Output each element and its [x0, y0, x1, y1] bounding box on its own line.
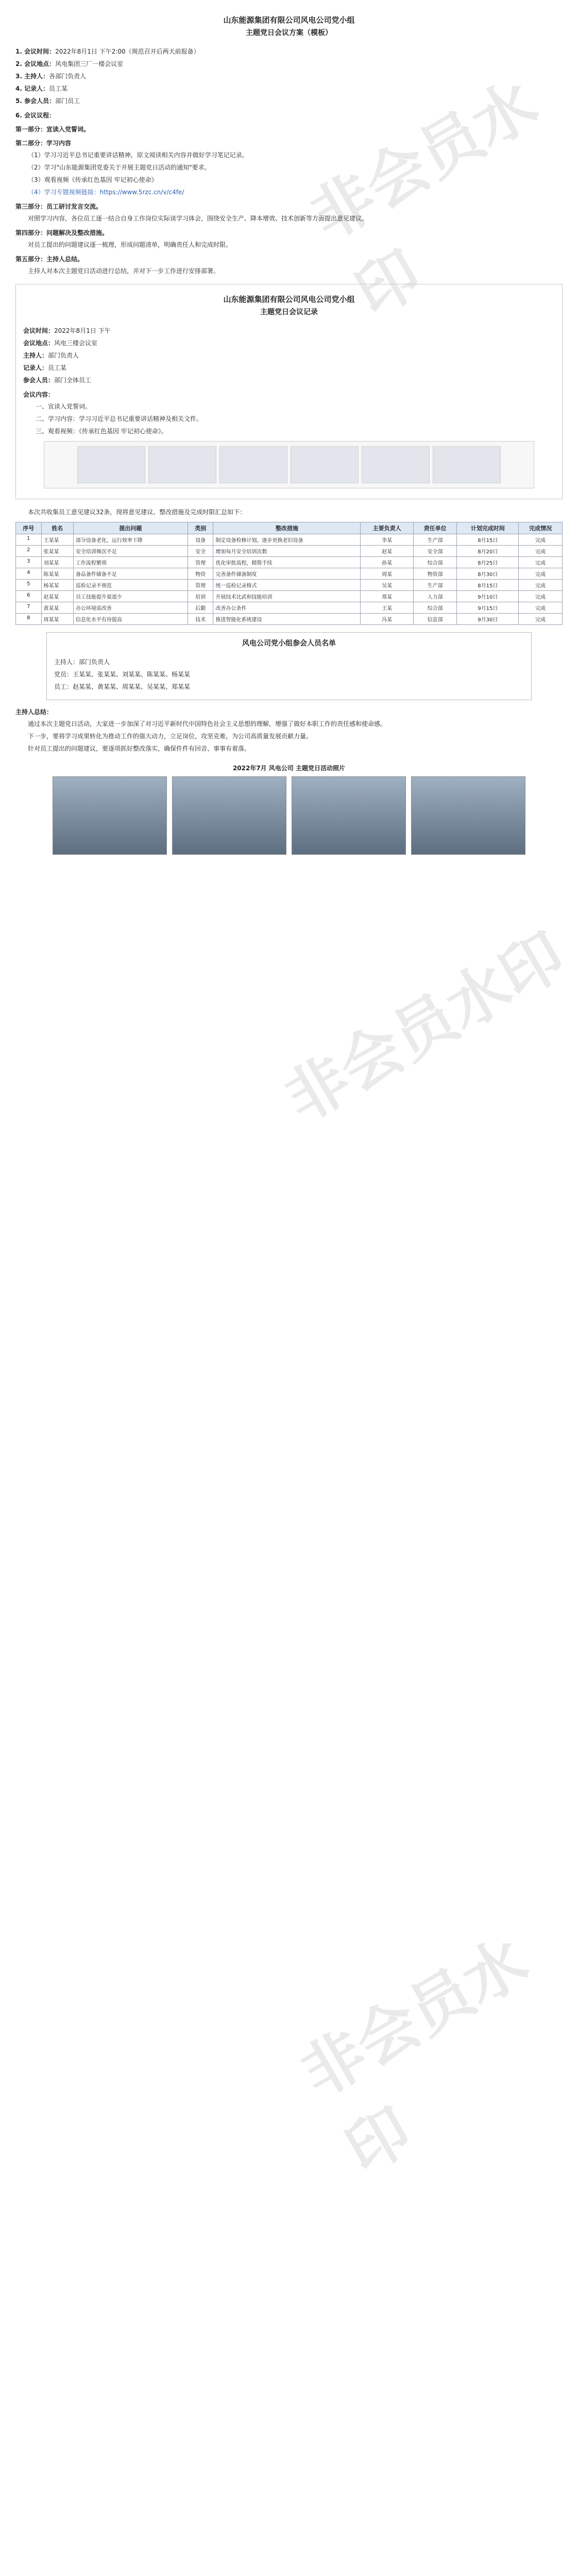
table-cell: 管理: [188, 580, 213, 591]
record-line: 二、学习内容：学习习近平总书记重要讲话精神及相关文件。: [36, 415, 203, 422]
table-cell: 完成: [519, 568, 563, 580]
plan-row: 1. 会议时间：2022年8月1日 下午2:00（规范召开后两天前报备）: [15, 48, 200, 55]
table-cell: 生产部: [413, 534, 457, 546]
table-cell: 6: [16, 591, 42, 602]
agenda-heading: 6. 会议议程：: [15, 112, 56, 119]
col-header: 姓名: [41, 522, 73, 534]
table-row: [16, 602, 563, 614]
table-cell: 郑某: [361, 591, 413, 602]
screenshot-thumb: [362, 446, 430, 483]
table-cell: 3: [16, 557, 42, 568]
table-cell: 综合部: [413, 602, 457, 614]
table-row: [16, 591, 563, 602]
table-cell: 2: [16, 546, 42, 557]
col-header: 责任单位: [413, 522, 457, 534]
company-title: 山东能源集团有限公司风电公司党小组: [223, 15, 355, 25]
table-cell: 培训: [188, 591, 213, 602]
table-cell: 优化审批流程，精简手续: [213, 557, 361, 568]
table-cell: 综合部: [413, 557, 457, 568]
photo-caption: 2022年7月 风电公司 主题党日活动照片: [232, 765, 346, 772]
plan-row: 2. 会议地点：风电集团三厂一楼会议室: [15, 60, 124, 67]
table-cell: 安全: [188, 546, 213, 557]
agenda-part-5: 第五部分：主持人总结。: [15, 256, 84, 263]
table-cell: 完成: [519, 546, 563, 557]
table-cell: 物资部: [413, 568, 457, 580]
table-cell: 8月30日: [457, 568, 519, 580]
screenshot-thumb: [433, 446, 501, 483]
table-cell: 信息化水平有待提高: [73, 614, 188, 625]
table-body: [16, 534, 563, 625]
col-header: 整改措施: [213, 522, 361, 534]
table-cell: 8月15日: [457, 580, 519, 591]
record-row: 会议时间：2022年8月1日 下午: [23, 327, 111, 334]
record-line: 一、宣读入党誓词。: [36, 403, 92, 410]
agenda-line: （2）学习"山东能源集团党委关于开展主题党日活动的通知"要求。: [28, 164, 211, 171]
table-cell: 张某某: [41, 546, 73, 557]
table-cell: 后勤: [188, 602, 213, 614]
agenda-line: 对照学习内容，各位员工逐一结合自身工作岗位实际谈学习体会，围绕安全生产、降本增效、技术创新等方面提出意见建议。: [28, 215, 368, 222]
agenda-line: （3）观看视频《传承红色基因 牢记初心使命》: [28, 176, 158, 183]
plan-row: 3. 主持人：各部门负责人: [15, 73, 87, 80]
document: [15, 10, 563, 855]
table-row: [16, 614, 563, 625]
table-row: [16, 557, 563, 568]
table-cell: 7: [16, 602, 42, 614]
table-cell: 完成: [519, 557, 563, 568]
col-header: 类别: [188, 522, 213, 534]
table-cell: 1: [16, 534, 42, 546]
table-cell: 物资: [188, 568, 213, 580]
summary-paragraph: 针对员工提出的问题建议，要逐项抓好整改落实，确保件件有回音、事事有着落。: [28, 745, 251, 752]
table-cell: 王某: [361, 602, 413, 614]
meeting-photo: [53, 776, 167, 855]
record-row: 参会人员：部门全体员工: [23, 377, 92, 384]
summary-heading: 主持人总结：: [15, 708, 53, 716]
agenda-part-4: 第四部分：问题解决及整改措施。: [15, 229, 109, 236]
suggestion-table: [15, 522, 563, 625]
agenda-link[interactable]: （4）学习专题视频链接：https://www.5rzc.cn/v/c4fe/: [28, 189, 184, 196]
table-cell: 黄某某: [41, 602, 73, 614]
record-row: 会议地点：风电三楼会议室: [23, 340, 98, 347]
record-content-heading: 会议内容：: [23, 391, 55, 398]
table-cell: 开展技术比武和技能培训: [213, 591, 361, 602]
table-cell: 完成: [519, 580, 563, 591]
col-header: 计划完成时间: [457, 522, 519, 534]
record-title: 主题党日会议记录: [260, 308, 318, 316]
table-cell: 9月10日: [457, 591, 519, 602]
photo-gallery: [15, 776, 563, 855]
table-cell: 完成: [519, 591, 563, 602]
table-cell: 9月15日: [457, 602, 519, 614]
table-cell: 杨某某: [41, 580, 73, 591]
table-row: [16, 546, 563, 557]
table-cell: 陈某某: [41, 568, 73, 580]
col-header: 序号: [16, 522, 42, 534]
table-cell: 增加每月安全培训次数: [213, 546, 361, 557]
col-header: 主要负责人: [361, 522, 413, 534]
plan-row: 5. 参会人员：部门员工: [15, 97, 80, 105]
table-cell: 技术: [188, 614, 213, 625]
agenda-line: 主持人对本次主题党日活动进行总结，并对下一步工作进行安排部署。: [28, 267, 220, 275]
table-cell: 9月30日: [457, 614, 519, 625]
attendee-roster: [46, 632, 532, 700]
summary-paragraph: 下一步，要将学习成果转化为推动工作的强大动力，立足岗位，攻坚克难，为公司高质量发展贡献力量。: [28, 733, 313, 740]
table-cell: 办公环境需改善: [73, 602, 188, 614]
table-cell: 员工技能提升渠道少: [73, 591, 188, 602]
table-cell: 吴某: [361, 580, 413, 591]
table-cell: 赵某: [361, 546, 413, 557]
table-cell: 5: [16, 580, 42, 591]
table-cell: 完成: [519, 614, 563, 625]
screenshot-strip: [44, 441, 534, 488]
plan-row: 4. 记录人：员工某: [15, 85, 68, 92]
table-cell: 生产部: [413, 580, 457, 591]
table-row: [16, 568, 563, 580]
roster-line: 员工：赵某某、黄某某、周某某、吴某某、郑某某: [54, 683, 191, 690]
agenda-part-1: 第一部分：宣读入党誓词。: [15, 126, 90, 133]
table-row: [16, 534, 563, 546]
record-line: 三、观看视频：《传承红色基因 牢记初心使命》。: [36, 428, 167, 435]
table-cell: 4: [16, 568, 42, 580]
meeting-photo: [172, 776, 286, 855]
agenda-line: （1）学习习近平总书记重要讲话精神，原文阅读相关内容并做好学习笔记记录。: [28, 151, 248, 159]
table-cell: 完成: [519, 602, 563, 614]
table-cell: 部分设备老化，运行效率下降: [73, 534, 188, 546]
table-cell: 冯某: [361, 614, 413, 625]
table-cell: 刘某某: [41, 557, 73, 568]
screenshot-thumb: [77, 446, 145, 483]
agenda-part-2: 第二部分：学习内容: [15, 140, 72, 147]
table-cell: 孙某: [361, 557, 413, 568]
table-cell: 工作流程繁琐: [73, 557, 188, 568]
table-cell: 8月15日: [457, 534, 519, 546]
table-cell: 8月20日: [457, 546, 519, 557]
table-header-row: [16, 522, 563, 534]
table-cell: 备品备件储备不足: [73, 568, 188, 580]
col-header: 完成情况: [519, 522, 563, 534]
table-cell: 安全培训频次不足: [73, 546, 188, 557]
table-cell: 设备: [188, 534, 213, 546]
plan-title: 主题党日会议方案（模板）: [246, 29, 332, 37]
table-cell: 李某: [361, 534, 413, 546]
roster-line: 主持人：部门负责人: [54, 658, 110, 666]
table-cell: 安全部: [413, 546, 457, 557]
record-row: 记录人：员工某: [23, 364, 67, 371]
summary-paragraph: 通过本次主题党日活动，大家进一步加深了对习近平新时代中国特色社会主义思想的理解，增强了做好本职工作的责任感和使命感。: [28, 720, 387, 727]
table-row: [16, 580, 563, 591]
col-header: 提出问题: [73, 522, 188, 534]
meeting-photo: [411, 776, 525, 855]
table-cell: 周某: [361, 568, 413, 580]
agenda-line: 对员工提出的问题建议逐一梳理，形成问题清单，明确责任人和完成时限。: [28, 241, 232, 248]
table-cell: 人力部: [413, 591, 457, 602]
meeting-record: [15, 284, 563, 499]
meeting-photo: [292, 776, 406, 855]
table-cell: 管理: [188, 557, 213, 568]
meeting-plan: [15, 47, 563, 106]
table-cell: 改善办公条件: [213, 602, 361, 614]
table-cell: 完成: [519, 534, 563, 546]
table-cell: 巡检记录不规范: [73, 580, 188, 591]
roster-title: 风电公司党小组参会人员名单: [242, 639, 336, 648]
record-row: 主持人：部门负责人: [23, 352, 79, 359]
table-cell: 周某某: [41, 614, 73, 625]
roster-line: 党员：王某某、张某某、刘某某、陈某某、杨某某: [54, 671, 191, 678]
table-cell: 制定设备检修计划，逐步更换老旧设备: [213, 534, 361, 546]
screenshot-thumb: [291, 446, 359, 483]
table-cell: 8: [16, 614, 42, 625]
screenshot-thumb: [148, 446, 216, 483]
table-cell: 推进智能化系统建设: [213, 614, 361, 625]
agenda-part-3: 第三部分：员工研讨发言交流。: [15, 203, 103, 210]
table-cell: 赵某某: [41, 591, 73, 602]
record-company: 山东能源集团有限公司风电公司党小组: [223, 295, 355, 304]
table-cell: 完善备件储备制度: [213, 568, 361, 580]
screenshot-thumb: [219, 446, 287, 483]
table-cell: 王某某: [41, 534, 73, 546]
table-intro: 本次共收集员工意见建议32条，现将意见建议、整改措施及完成时限汇总如下：: [28, 509, 246, 516]
table-cell: 统一巡检记录格式: [213, 580, 361, 591]
table-cell: 信息部: [413, 614, 457, 625]
table-cell: 8月25日: [457, 557, 519, 568]
